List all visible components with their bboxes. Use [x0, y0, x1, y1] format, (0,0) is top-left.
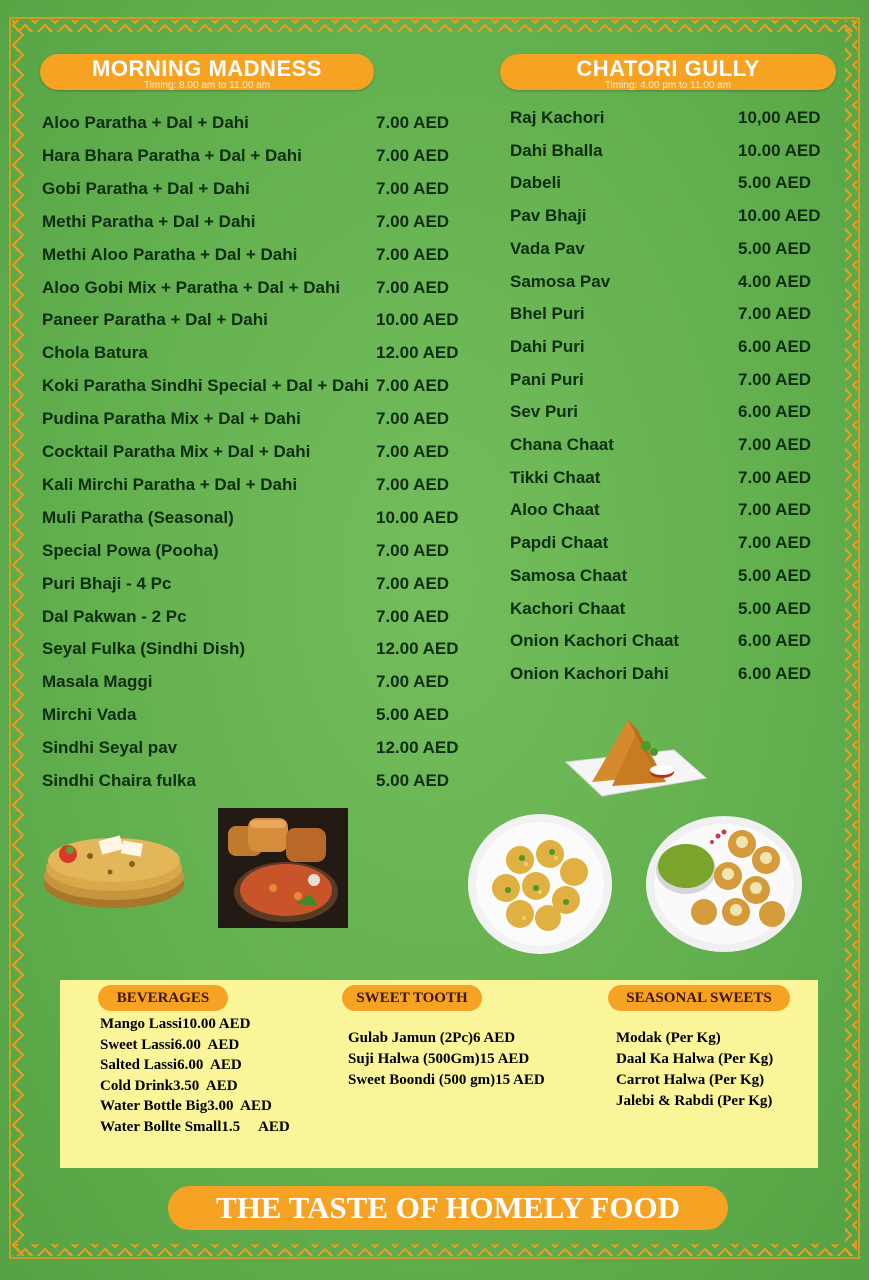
chatori-menu-item-price: 7.00 AED	[738, 467, 812, 487]
sev-puri-photo	[466, 808, 614, 956]
sweet-item-price: 6 AED	[473, 1030, 516, 1046]
morning-menu-item-price: 7.00 AED	[376, 178, 450, 198]
chatori-menu-item-name: Onion Kachori Chaat	[510, 631, 680, 651]
chatori-menu-item-name: Dahi Puri	[510, 336, 585, 356]
chatori-menu-item-price: 4.00 AED	[738, 271, 812, 291]
morning-menu-item-name: Aloo Gobi Mix + Paratha + Dal + Dahi	[42, 277, 341, 297]
beverage-item-price: 6.00 AED	[177, 1057, 242, 1074]
morning-menu-item-name: Methi Paratha + Dal + Dahi	[42, 211, 256, 231]
sweet-item-name: Gulab Jamun (2Pc)	[348, 1030, 474, 1046]
seasonal-item	[616, 1072, 764, 1089]
chatori-menu-item-price: 7.00 AED	[738, 304, 812, 324]
chatori-menu-item-name: Dahi Bhalla	[510, 140, 603, 160]
tagline-banner: THE TASTE OF HOMELY FOOD	[168, 1186, 728, 1230]
sweet-item-name: Sweet Boondi (500 gm)	[348, 1072, 496, 1088]
chatori-menu-item-name: Dabeli	[510, 173, 562, 193]
chatori-menu-item-name: Bhel Puri	[510, 304, 585, 324]
chatori-menu-item-price: 5.00 AED	[738, 173, 812, 193]
morning-menu-item-price: 7.00 AED	[376, 540, 450, 560]
morning-menu-item-price: 12.00 AED	[376, 343, 459, 363]
chatori-gully-header	[500, 54, 836, 90]
chatori-menu-item-price: 7.00 AED	[738, 533, 812, 553]
morning-menu-item-price: 5.00 AED	[376, 771, 450, 790]
morning-menu-item-name: Dal Pakwan - 2 Pc	[42, 606, 187, 626]
sweet-item-price: 15 AED	[479, 1051, 530, 1067]
chatori-menu-item-name: Vada Pav	[510, 238, 585, 258]
chatori-menu-item-price: 5.00 AED	[738, 598, 812, 618]
chatori-menu-item-price: 10.00 AED	[738, 140, 821, 160]
beverage-item-name: Mango Lassi	[100, 1016, 183, 1032]
morning-menu-item-name: Hara Bhara Paratha + Dal + Dahi	[42, 145, 302, 165]
morning-menu-item-price: 7.00 AED	[376, 606, 450, 626]
beverage-item-price: 10.00 AED	[182, 1016, 251, 1032]
chatori-menu-item-name: Onion Kachori Dahi	[510, 663, 669, 683]
chatori-menu-item-name: Samosa Pav	[510, 271, 611, 291]
morning-menu-item-price: 7.00 AED	[376, 277, 450, 297]
samosa-photo	[562, 716, 710, 808]
seasonal-item	[616, 1093, 772, 1110]
paratha-photo	[40, 812, 188, 912]
morning-menu-item-price: 7.00 AED	[376, 474, 450, 494]
morning-menu-item-price: 12.00 AED	[376, 738, 459, 758]
chatori-menu-item-name: Kachori Chaat	[510, 598, 626, 618]
morning-menu-item-name: Koki Paratha Sindhi Special + Dal + Dahi	[42, 376, 369, 396]
morning-menu-item-price: 10.00 AED	[376, 507, 459, 527]
morning-menu-item-price: 7.00 AED	[376, 244, 450, 264]
sweet-tooth-header: SWEET TOOTH	[342, 985, 482, 1011]
seasonal-sweets-header: SEASONAL SWEETS	[608, 985, 790, 1011]
morning-madness-header	[40, 54, 374, 90]
morning-menu-item-name: Methi Aloo Paratha + Dal + Dahi	[42, 244, 298, 264]
morning-menu-item-price: 7.00 AED	[376, 442, 450, 461]
chatori-menu-item-price: 7.00 AED	[738, 500, 812, 520]
morning-menu-item-price: 10.00 AED	[376, 310, 459, 330]
morning-menu-item-name: Aloo Paratha + Dal + Dahi	[42, 113, 249, 132]
beverage-item	[100, 1057, 242, 1074]
morning-menu-item-name: Masala Maggi	[42, 672, 153, 692]
beverage-item	[100, 1037, 239, 1054]
beverage-item	[100, 1119, 290, 1136]
beverage-item-name: Salted Lassi	[100, 1057, 178, 1074]
morning-menu-item-price: 7.00 AED	[376, 145, 450, 165]
seasonal-item-name: Daal Ka Halwa (Per Kg)	[616, 1051, 774, 1067]
morning-menu-item-name: Pudina Paratha Mix + Dal + Dahi	[42, 409, 301, 429]
beverages-header: BEVERAGES	[98, 985, 228, 1011]
chatori-menu-item-name: Tikki Chaat	[510, 467, 601, 487]
morning-menu-item-name: Special Powa (Pooha)	[42, 540, 219, 560]
beverage-item-name: Water Bollte Small	[100, 1119, 222, 1135]
seasonal-item	[616, 1051, 773, 1068]
chatori-menu-item-name: Chana Chaat	[510, 435, 614, 454]
chatori-menu-item-price: 6.00 AED	[738, 402, 812, 422]
beverage-item-name: Sweet Lassi	[100, 1036, 175, 1053]
sweet-item	[348, 1051, 529, 1068]
chatori-menu-item-price: 6.00 AED	[738, 631, 812, 651]
morning-menu-item-price: 7.00 AED	[376, 113, 450, 132]
morning-menu-item-name: Puri Bhaji - 4 Pc	[42, 573, 172, 593]
morning-menu-item-price: 7.00 AED	[376, 672, 450, 692]
chatori-menu-item-price: 5.00 AED	[738, 238, 812, 258]
chatori-timing: Timing: 4.00 pm to 11.00 am	[604, 80, 732, 91]
chatori-menu-item-name: Raj Kachori	[510, 108, 605, 127]
sweet-item-name: Suji Halwa (500Gm)	[348, 1051, 480, 1067]
chatori-menu-item-name: Sev Puri	[510, 402, 579, 422]
morning-menu-item-price: 7.00 AED	[376, 376, 450, 396]
morning-menu-item-name: Kali Mirchi Paratha + Dal + Dahi	[42, 474, 298, 494]
morning-menu-item-price: 12.00 AED	[376, 639, 459, 659]
morning-menu-item-price: 5.00 AED	[376, 705, 450, 725]
chatori-menu-item-price: 10.00 AED	[738, 206, 821, 226]
beverage-item	[100, 1016, 250, 1033]
morning-title: MORNING MADNESS	[92, 56, 322, 81]
sweet-item-price: 15 AED	[495, 1072, 545, 1088]
beverage-item-price: 3.00 AED	[207, 1098, 272, 1115]
chatori-menu-item-name: Papdi Chaat	[510, 533, 609, 553]
beverage-item-price: 6.00 AED	[174, 1036, 240, 1053]
chatori-menu-item-price: 6.00 AED	[738, 663, 812, 683]
seasonal-item	[616, 1030, 721, 1047]
pav-bhaji-photo	[218, 808, 348, 928]
chatori-menu-item-price: 6.00 AED	[738, 336, 812, 356]
morning-menu-item-name: Chola Batura	[42, 343, 148, 363]
chatori-title: CHATORI GULLY	[576, 56, 760, 81]
beverage-item-price: 3.50 AED	[172, 1077, 238, 1094]
chatori-menu-item-price: 7.00 AED	[738, 369, 812, 389]
beverage-item	[100, 1098, 272, 1115]
morning-menu-item-name: Muli Paratha (Seasonal)	[42, 507, 234, 527]
seasonal-item-name: Modak (Per Kg)	[616, 1030, 721, 1046]
morning-menu-item-price: 7.00 AED	[376, 573, 450, 593]
dahi-puri-photo	[644, 814, 804, 954]
morning-timing: Timing: 8.00 am to 11.00 am	[143, 80, 271, 91]
beverage-item	[100, 1078, 238, 1095]
chatori-menu-item-price: 10,00 AED	[738, 108, 821, 127]
chatori-menu-item-price: 5.00 AED	[738, 565, 812, 585]
beverage-item-name: Water Bottle Big	[100, 1098, 208, 1115]
chatori-menu-item-price: 7.00 AED	[738, 435, 812, 454]
sweet-item	[348, 1072, 545, 1089]
morning-menu-item-name: Sindhi Seyal pav	[42, 738, 178, 758]
chatori-menu-item-name: Pani Puri	[510, 369, 584, 389]
bottom-panel	[60, 980, 818, 1168]
sweet-item	[348, 1030, 515, 1047]
morning-menu-item-name: Paneer Paratha + Dal + Dahi	[42, 310, 268, 330]
morning-menu-item-name: Cocktail Paratha Mix + Dal + Dahi	[42, 442, 311, 461]
beverage-item-name: Cold Drink	[100, 1077, 173, 1094]
seasonal-item-name: Carrot Halwa (Per Kg)	[616, 1072, 765, 1088]
chatori-menu-item-name: Aloo Chaat	[510, 500, 600, 520]
seasonal-item-name: Jalebi & Rabdi (Per Kg)	[616, 1093, 773, 1109]
morning-menu-item-price: 7.00 AED	[376, 211, 450, 231]
beverage-item-price: 1.5 AED	[221, 1119, 290, 1135]
chatori-menu-item-name: Pav Bhaji	[510, 206, 587, 226]
morning-menu-item-price: 7.00 AED	[376, 409, 450, 429]
morning-menu-item-name: Gobi Paratha + Dal + Dahi	[42, 178, 250, 198]
morning-menu-item-name: Mirchi Vada	[42, 705, 137, 725]
morning-menu-item-name: Seyal Fulka (Sindhi Dish)	[42, 639, 246, 659]
morning-menu-item-name: Sindhi Chaira fulka	[42, 771, 196, 790]
chatori-menu-item-name: Samosa Chaat	[510, 565, 628, 585]
